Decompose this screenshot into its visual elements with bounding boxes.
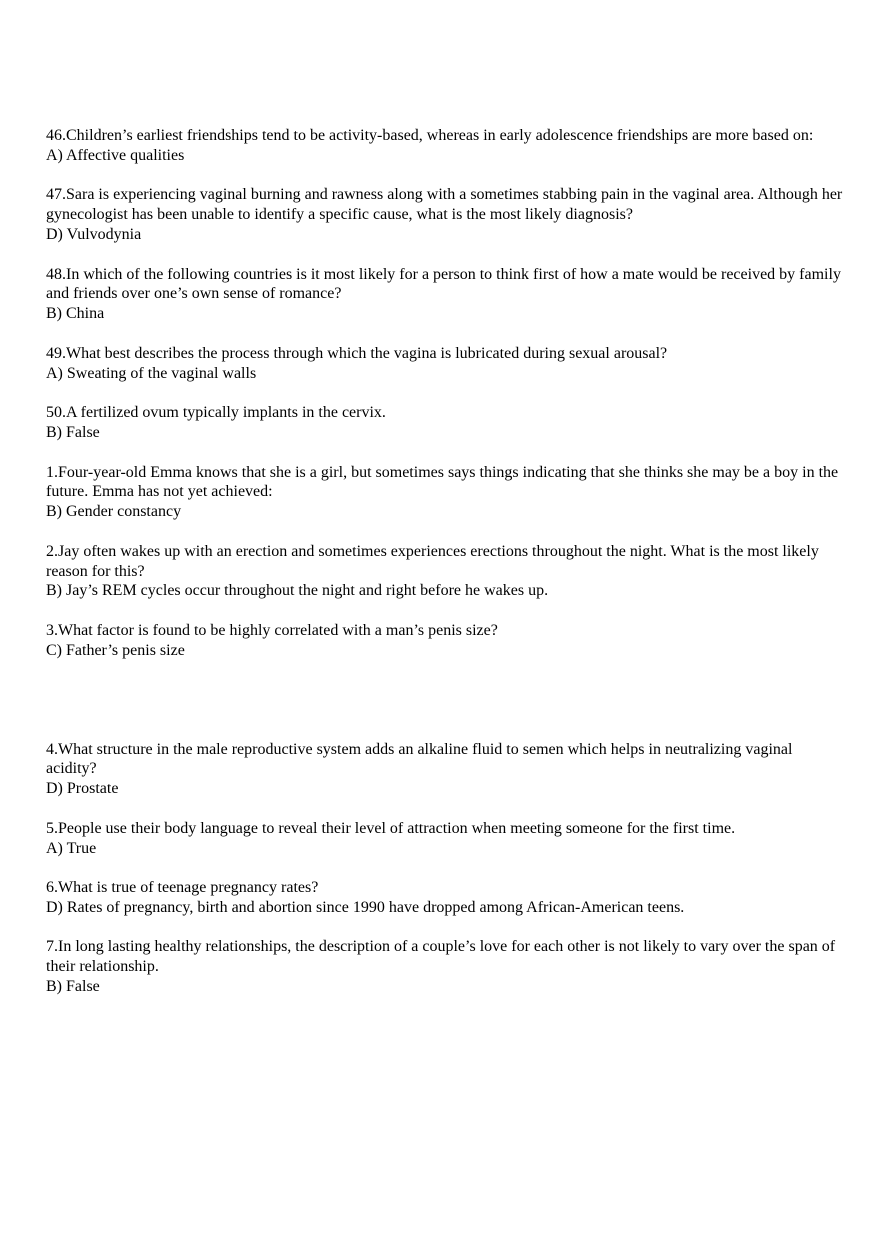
question-text: 48.In which of the following countries is it most likely for a person to think first of how a mate would be received by family and friends over one’s own sense of romance? <box>46 265 841 303</box>
question-block-47 <box>46 185 846 244</box>
document-page <box>46 126 846 1017</box>
question-block-1 <box>46 463 846 522</box>
question-block-48 <box>46 265 846 324</box>
question-block-5 <box>46 819 846 859</box>
question-text: 2.Jay often wakes up with an erection and sometimes experiences erections throughout the night. What is the most likely reason for this? <box>46 542 819 580</box>
answer-text: A) Sweating of the vaginal walls <box>46 364 257 382</box>
answer-text: C) Father’s penis size <box>46 641 185 659</box>
answer-text: B) False <box>46 978 100 996</box>
answer-text: B) False <box>46 423 100 441</box>
question-text: 46.Children’s earliest friendships tend to be activity-based, whereas in early adolescence friendships are more based on: <box>46 127 814 144</box>
question-text: 49.What best describes the process through which the vagina is lubricated during sexual arousal? <box>46 344 668 362</box>
answer-text: D) Rates of pregnancy, birth and abortion since 1990 have dropped among African-American teens. <box>46 898 685 916</box>
question-block-7 <box>46 937 846 996</box>
answer-text: B) Jay’s REM cycles occur throughout the night and right before he wakes up. <box>46 582 549 600</box>
question-block-50 <box>46 403 846 443</box>
answer-text: A) Affective qualities <box>46 146 185 164</box>
question-block-3 <box>46 621 846 661</box>
page-break-spacer <box>46 661 846 740</box>
answer-text: D) Prostate <box>46 780 119 798</box>
question-text: 5.People use their body language to reveal their level of attraction when meeting someone for the first time. <box>46 819 736 837</box>
question-text: 7.In long lasting healthy relationships, the description of a couple’s love for each other is not likely to vary over the span of their relationship. <box>46 938 836 976</box>
answer-text: B) Gender constancy <box>46 503 182 521</box>
answer-text: B) China <box>46 305 105 323</box>
question-text: 50.A fertilized ovum typically implants in the cervix. <box>46 404 386 422</box>
question-text: 4.What structure in the male reproductive system adds an alkaline fluid to semen which helps in neutralizing vaginal acidity? <box>46 740 793 778</box>
answer-text: A) True <box>46 839 97 857</box>
question-block-4 <box>46 740 846 799</box>
question-text: 3.What factor is found to be highly correlated with a man’s penis size? <box>46 621 498 639</box>
question-text: 1.Four-year-old Emma knows that she is a girl, but sometimes says things indicating that she thinks she may be a boy in the future. Emma has not yet achieved: <box>46 463 839 501</box>
question-block-2 <box>46 542 846 601</box>
question-text: 6.What is true of teenage pregnancy rates? <box>46 879 319 897</box>
question-block-46 <box>46 126 846 166</box>
answer-text: D) Vulvodynia <box>46 225 142 243</box>
question-block-6 <box>46 878 846 918</box>
question-block-49 <box>46 344 846 384</box>
question-text: 47.Sara is experiencing vaginal burning and rawness along with a sometimes stabbing pain in the vaginal area. Although her gynecologist has been unable to identify a specific cause, what is the most likely diagnosis? <box>46 186 843 224</box>
